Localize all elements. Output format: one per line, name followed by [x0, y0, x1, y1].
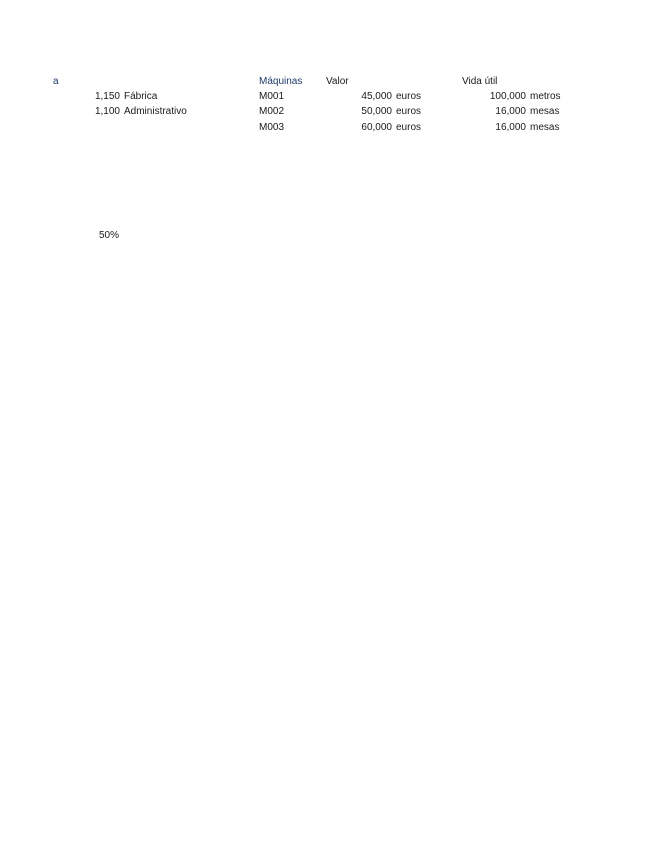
area-name-2: Administrativo	[124, 106, 187, 117]
machine-value-1: 45,000	[361, 91, 392, 102]
machine-value-unit-2: euros	[396, 106, 422, 117]
machine-life-unit-3: mesas	[530, 122, 560, 133]
area-name-1: Fábrica	[124, 91, 158, 102]
machine-life-1: 100,000	[489, 91, 526, 102]
machine-id-1: M001	[259, 91, 285, 102]
area-number-2: 1,100	[94, 106, 120, 117]
machine-id-2: M002	[259, 106, 285, 117]
percentage-value: 50%	[99, 230, 120, 241]
left-header-fragment: a	[53, 76, 59, 87]
header-value: Valor	[326, 76, 349, 87]
machine-value-unit-3: euros	[396, 122, 422, 133]
header-machines: Máquinas	[259, 76, 303, 87]
machine-life-3: 16,000	[495, 122, 526, 133]
header-life: Vida útil	[462, 76, 498, 87]
machine-value-unit-1: euros	[396, 91, 422, 102]
machine-life-unit-2: mesas	[530, 106, 560, 117]
machine-life-2: 16,000	[495, 106, 526, 117]
machine-id-3: M003	[259, 122, 285, 133]
machine-value-3: 60,000	[361, 122, 392, 133]
machine-life-unit-1: metros	[530, 91, 561, 102]
machine-value-2: 50,000	[361, 106, 392, 117]
area-number-1: 1,150	[94, 91, 120, 102]
